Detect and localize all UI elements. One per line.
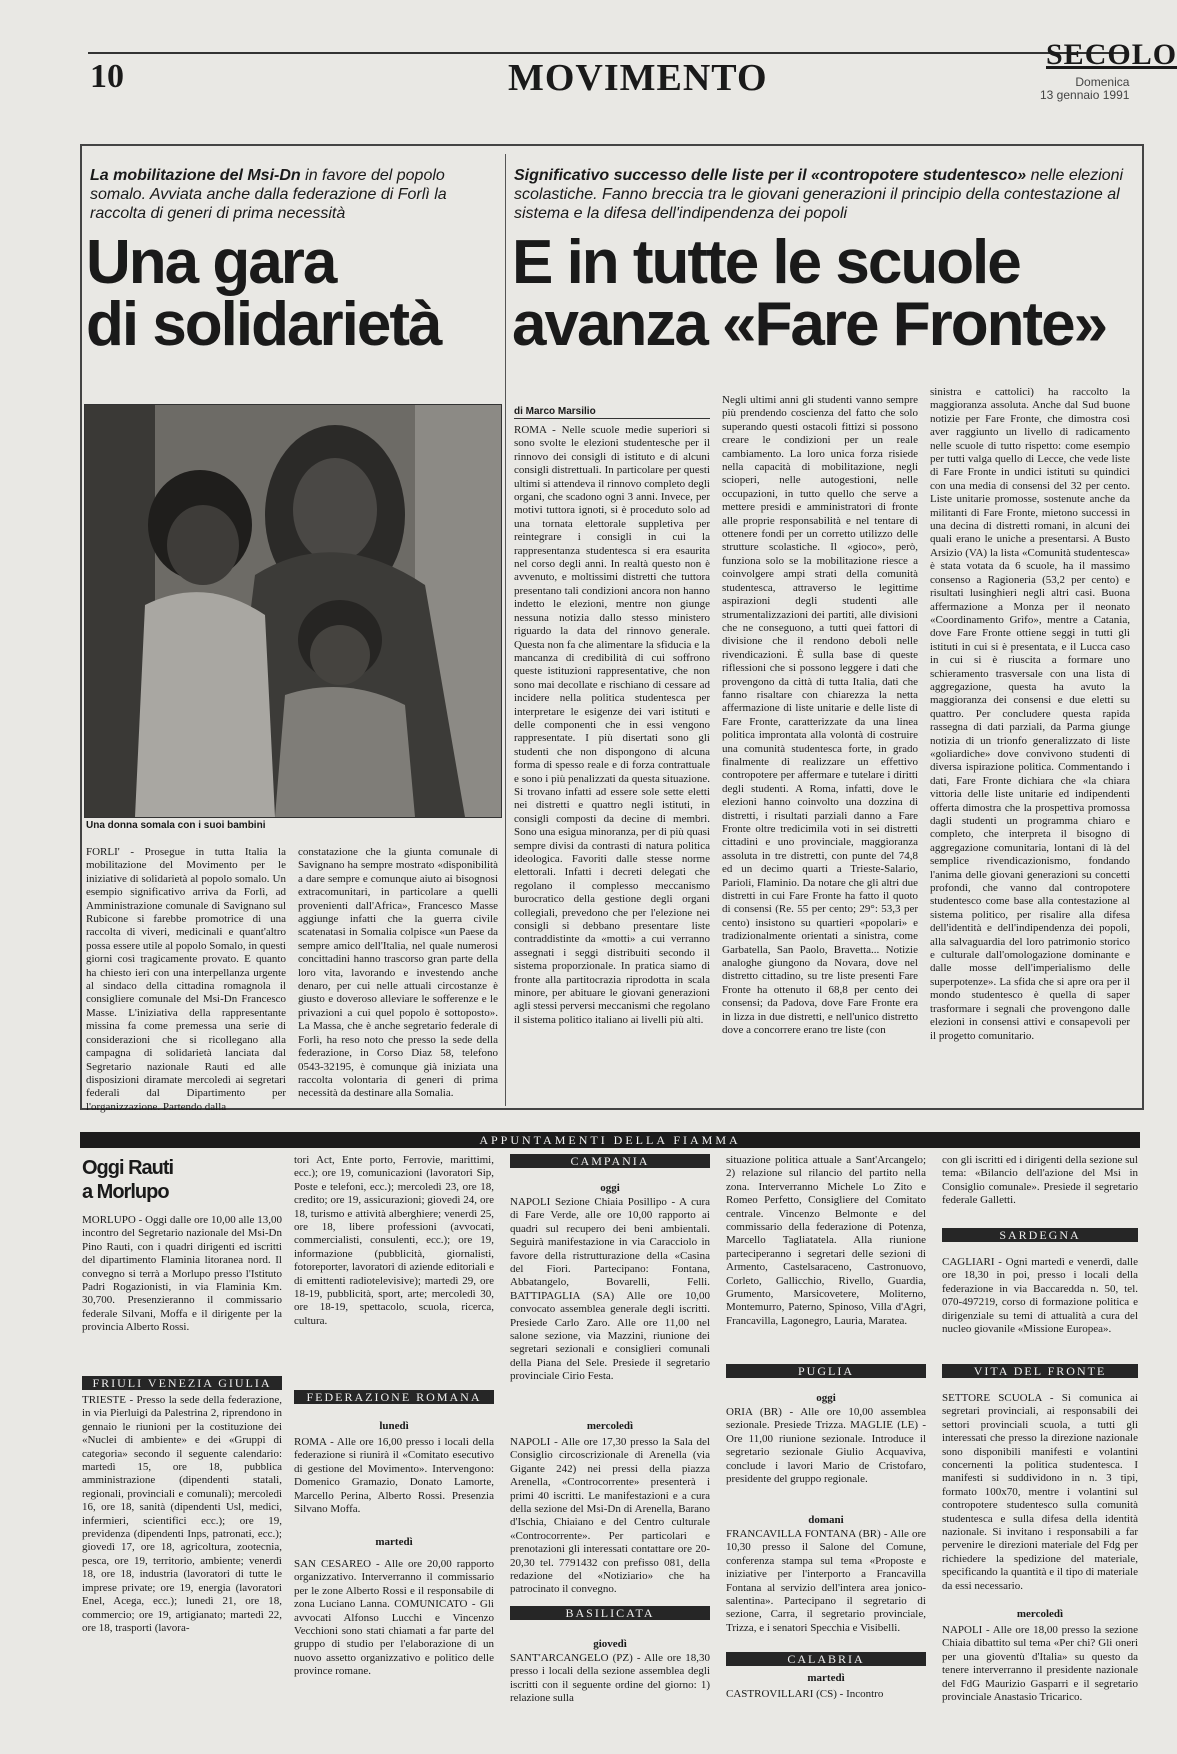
column-divider: [505, 154, 506, 1106]
date-day: 13 gennaio 1991: [1040, 88, 1130, 102]
newspaper-logo: SECOLO: [1046, 38, 1177, 71]
date-weekday: Domenica: [1075, 75, 1130, 89]
campania-oggi: oggi: [600, 1182, 620, 1194]
sardegna-heading: SARDEGNA: [942, 1228, 1138, 1242]
rauti-text: MORLUPO - Oggi dalle ore 10,00 alle 13,00 incontro del Segretario nazionale del Msi-Dn Pino Rauti, con i quadri dirigenti ed iscritti del dipartimento Flaminia litoranea nord. Il convegno si terrà a Morlupo presso l'Istituto Padri Rogazionisti, in via Flaminia Km. 30,700. Presenzieranno il commissario federale Silvani, Moffa e il dirigente per la provincia Alberto Rossi.: [82, 1214, 282, 1334]
fronte-heading: VITA DEL FRONTE: [942, 1364, 1138, 1378]
campania-heading: CAMPANIA: [510, 1154, 710, 1168]
romana-heading: FEDERAZIONE ROMANA: [294, 1390, 494, 1404]
left-article-col2: constatazione che la giunta comunale di Savignano ha sempre mostrato «disponibilità a dare sempre e comunque aiuto ai bisognosi extracomunitari, in particolare a quelli provenienti dall'Africa», Francesco Masse aggiunge infatti che la guerra civile scatenatasi in Somalia colpisce «un Paese da sempre amico dell'Italia, nel quale numerosi concittadini hanno trascorso gran parte della loro vita, lavorando e investendo anche denaro, per cui nelle attuali circostanze è giusto e doveroso alleviare le sofferenze e le privazioni a cui quel popolo è sottoposto». La Massa, che è anche segretario federale di Forlì, ha reso noto che presso la sede della federazione, in Corso Diaz 58, telefono 0543-32195, è comunque già iniziata una raccolta volontaria di generi di prima necessità da destinare alla Somalia.: [298, 846, 498, 1100]
rauti-title-line2: a Morlupo: [82, 1181, 169, 1203]
left-kicker-rest: in favore del popolo somalo. Avviata anche dalla federazione di Forlì la raccolta di generi di prima necessità: [90, 167, 447, 222]
basilicata-text: SANT'ARCANGELO (PZ) - Alle ore 18,30 presso i locali della sezione assemblea degli iscritti con il seguente ordine del giorno: 1) relazione sulla: [510, 1652, 710, 1705]
photo-caption: Una donna somala con i suoi bambini: [86, 820, 266, 831]
col2-top-text: tori Act, Ente porto, Ferrovie, marittimi, ecc.); ore 19, comunicazioni (lavoratori Sip, Poste e telefoni, ecc.); mercoledì 23, ore 18, credito; ore 19, assicurazioni; giovedì 24, ore 18, turismo e attività alberghiere; venerdì 25, ore 18, libere professioni (avvocati, commercialisti, consulenti, ecc.); ore 19, informazione (pubblicità, giornalisti, fotoreporter, lavoratori di aziende editoriali e di emittenti radiotelevisive); martedì 29, ore 18-19, pubblicità, sport, arte; mercoledì 30, ore 18-19, spettacolo, scuola, ricerca, cultura.: [294, 1154, 494, 1327]
col4-top-text: situazione politica attuale a Sant'Arcangelo; 2) relazione sul rilancio del partito nella zona. Interverranno Michele Lo Zito e Romeo Perfetto, Consigliere del Comitato centrale. Vincenzo Belmonte e del commissario della federazione di Potenza, Marcello Tagliatatela. Alla riunione parteciperanno i segretari delle sezioni di Armento, Castelsaraceno, Castronuovo, Corleto, Gallicchio, Rivello, Guardia, Grumento, Marsicovetere, Moliterno, Montemurro, Paterno, Spinoso, Villa d'Agri, Francavilla, Lagonegro, Lauria, Maratea.: [726, 1154, 926, 1327]
left-headline-line2: di solidarietà: [86, 290, 441, 359]
basilicata-giovedi: giovedì: [593, 1638, 627, 1650]
right-article-col1: ROMA - Nelle scuole medie superiori si sono svolte le elezioni studentesche per il rinnovo dei consigli di istituto e di alcuni consigli distrettuali. In particolare per questi ultimi si attendeva il rinnovo completo degli organi, che scadono ogni 3 anni. Invece, per motivi tuttora ignoti, si è proceduto solo ad una tornata elettorale suppletiva per reintegrare i consigli in cui la rappresentanza studentesca si era esaurita nel corso degli anni. In realtà questo non è avvenuto, e moltissimi distretti che tuttora presentano tali condizioni ancora non hanno indetto le elezioni, mentre non giunge nessuna notizia dallo stesso ministero riguardo la data del rinnovo generale. Questa non fa che alimentare la sfiducia e la mancanza di credibilità di cui soffrono queste istituzioni rappresentative, che non sono mai decollate e rischiano di cessare ad incidere nella politica studentesca per interpretare le esigenze dei vari istituti e delle componenti che in essi vengono rappresentate. I più disertati sono gli studenti che non dispongono di alcuna forma di spesso reale e di forza contrattuale e sono i più penalizzati da questa situazione. Si trovano infatti ad essere sole sette eletti nei distretti e quattro negli istituti, in consigli composti da decine di membri. Sono una esigua minoranza, per di più quasi sempre divisi da contrasti di natura politica ideologica. Favoriti dalle stesse norme elettorali. Infatti i decreti delegati che regolano il complesso meccanismo burocratico della gestione degli organi collegiali, prevedono che per l'elezione nei consigli si debbano presentare liste contraddistinte da «motti» a cui verranno assegnati i seggi distribuiti secondo il sistema proporzionale. In pratica siamo di fronte alla partitocrazia riprodotta in scala minore, per abituare le giovani generazioni agli stessi perversi meccanismi che regolano il sistema politico italiano ai livelli più alti.: [514, 424, 710, 1026]
masthead-rule: [88, 52, 1128, 54]
fronte-text: SETTORE SCUOLA - Si comunica ai segretari provinciali, ai responsabili dei settori provinciali scuola, a tutti gli interessati che presso la direzione nazionale sono disponibili manifesti e volantini concernenti la politica studentesca. I manifesti si suddividono in n. 3 tipi, formato 100x70, mentre i volantini sul contropotere studentesco sulla comunità studentesca e sulla difesa della identità nazionale. Si invitano i responsabili a far pervenire le direzioni materiale del Fdg per richiedere la spedizione del materiale, specificando la quantità e il tipo di materiale da essi necessario.: [942, 1392, 1138, 1592]
right-headline-line1: E in tutte le scuole: [512, 228, 1020, 297]
calabria-heading: CALABRIA: [726, 1652, 926, 1666]
right-kicker: [514, 166, 1126, 223]
page-number: 10: [90, 58, 124, 95]
fronte-mercoledi: mercoledì: [1016, 1608, 1064, 1620]
right-article-col3: sinistra e cattolici) ha raccolto la maggioranza assoluta. Anche dal Sud buone notizie per Fare Fronte, che dimostra così aver raggiunto un livello di radicamento nelle scuole di tutto rispetto: come esempio per tutti valga quello di Lecce, che vede liste di Fare Fronte in undici istituti su quindici con una media di consensi del 32 per cento. Liste unitarie promosse, sostenute anche da militanti di Fare Fronte, mietono successi in una decina di distretti romani, in alcuni dei quali erano le uniche a presentarsi. A Busto Arsizio (VA) la lista «Comunità studentesca» è stata votata da 6 scuole, ha il massimo consenso a Ragioneria (53,2 per cento) e risultati lusinghieri negli altri casi. Buona affermazione a Monza per il neonato «Coordinamento Grìfo», mentre a Catania, dove Fare Fronte ottiene seggi in tutti gli istituti in cui si è presentata, e il Lucca caso in cui si è riuscita a formare uno schieramento trasversale con una lista di aggregazione, questa ha avuto la maggioranza dei consensi e due eletti su quattro. Per concludere questa rapida rassegna di dati parziali, da Parma giunge notizia di un trionfo generalizzato di liste «goliardiche» dove convivono studenti di diversa ispirazione politica. Commentando i dati, Fare Fronte dichiara che «la chiara vittoria delle liste unitarie ed indipendenti offerta dimostra che la prospettiva promossa dagli studenti un programma chiaro e completo, che interpreta il bisogno di aggregazione comunitaria, lontani di là del semplice rivendicazionismo, fondando l'anima delle giovani generazioni su concetti profondi, che vanno dal contropotere studentesco come base alla contestazione al sistema politico, per risalire alla difesa dell'identità e dell'indipendenza dei popoli, alla salvaguardia del loro patrimonio storico e culturale dall'omologazione dominante e dalle mosse dell'imperialismo delle superpotenze». La sfida che si apre ora per il mondo studentesco è quella di saper trasformare i segnali che provengono dalle elezioni in consensi attivi e consapevoli per il progetto comunitario.: [930, 386, 1130, 1042]
col5-top-text: con gli iscritti ed i dirigenti della sezione sul tema: «Bilancio dell'azione del Msi in Consiglio comunale». Presiede il segretario federale Galletti.: [942, 1154, 1138, 1207]
rauti-title: [82, 1156, 282, 1204]
section-title: MOVIMENTO: [508, 57, 768, 99]
left-kicker-bold: La mobilitazione del Msi-Dn: [90, 167, 301, 184]
masthead-date: [1040, 76, 1129, 102]
byline: di Marco Marsilio: [514, 406, 596, 417]
left-headline: [86, 228, 441, 359]
right-headline: [512, 228, 1107, 359]
puglia-heading: PUGLIA: [726, 1364, 926, 1378]
photo-illustration: [85, 405, 501, 817]
romana-martedi: martedì: [375, 1536, 413, 1548]
romana-text: ROMA - Alle ore 16,00 presso i locali della federazione si riunirà il «Comitato esecutivo di gestione del Movimento». Intervengono: Domenico Gramazio, Donato Lamorte, Marcello Perina, Alberto Rossi. Presenzia Silvano Moffa.: [294, 1436, 494, 1516]
rauti-title-line1: Oggi Rauti: [82, 1157, 174, 1179]
campania-text: NAPOLI Sezione Chiaia Posillipo - A cura di Fare Verde, alle ore 10,00 rapporto ai quadri sul recupero dei beni ambientali. Seguirà manifestazione in via Caracciolo in favore della ristrutturazione della «Casina del Fiori. Partecipano: Fontana, Abbatangelo, Bovarelli, Felli. BATTIPAGLIA (SA) Alle ore 10,00 convocato assemblea generale degli iscritti. Presiede Carlo Zaro. Alle ore 11,00 nel salone sezione, via Mazzini, riunione dei segretari sezionali e consiglieri comunali della Piana del Sele. Presiede il segretario provinciale Cirio Festa.: [510, 1196, 710, 1383]
right-article-col2: Negli ultimi anni gli studenti vanno sempre più prendendo coscienza del fatto che solo superando questi ostacoli fittizi si possono creare le condizioni per un reale cambiamento. La loro unica forza risiede nella capacità di mobilitazione, negli scioperi, nelle autogestioni, nelle occupazioni, in tutto quello che serve a mettere presidi e amministratori di fronte alle proprie responsabilità e nel tentare di ottenere fondi per un corretto utilizzo delle strutture scolastiche. Il «gioco», però, funziona solo se la mobilitazione riesce a coinvolgere ampi strati della comunità studentesca, attraverso le legittime aspirazioni degli studenti alle strumentalizzazioni dei partiti, alle divisioni che ne conseguono, a tutti quei fattori di divisione che il rendono deboli nelle rivendicazioni. È sulla base di queste riflessioni che si possono leggere i dati che provengono da città di tutta Italia, dati che fanno risaltare con chiarezza la netta affermazione di liste unitarie e delle liste di Fare Fronte, caratterizzate da una linea politica improntata alla volontà di costruire una comunità studentesca forte, in grado finalmente di realizzare un effettivo contropotere per affermare e tutelare i diritti degli studenti. A Roma, infatti, dove le elezioni hanno coinvolto una dozzina di distretti, i risultati parziali danno a Fare Fronte oltre tredicimila voti in sei distretti cittadini e uno provinciale, maggioranza assoluta in tre distretti, con punte del 74,8 ed un decimo quarti a Trieste-Salario, Parioli, Flaminio. Da notare che gli altri due distretti in cui Fare Fronte ha fatto il quoto di consensi (Re. 55 per cento; 29°: 53,3 per cento) insistono su quartieri «popolari» e tradizionalmente orientati a sinistra, come Garbatella, San Paolo, Bravetta... Notizie analoghe giungono da Novara, dove nel distretto cittadino, su tre liste presenti Fare Fronte ha ottenuto il 68,8 per cento dei consensi; da Padova, dove Fare Fronte era in lizza in due distretti, e nell'unico distretto dove a concorrere erano tre liste (con: [722, 394, 918, 1037]
fronte-text2: NAPOLI - Alle ore 18,00 presso la sezione Chiaia dibattito sul tema «Per chi? Gli oneri per una gioventù d'Italia» su questo da tenere interverranno il presidente nazionale del FdG Maurizio Gasparri e il segretario provinciale Anastasio Tricarico.: [942, 1624, 1138, 1704]
right-kicker-bold: Significativo successo delle liste per il «contropotere studentesco»: [514, 167, 1027, 184]
right-headline-line2: avanza «Fare Fronte»: [512, 290, 1107, 359]
francavilla-text: FRANCAVILLA FONTANA (BR) - Alle ore 10,30 presso il Salone del Comune, conferenza stampa sul tema «Proposte e iniziative per l'interporto a Francavilla Fontana al servizio dell'intera area jonico-salentina». Partecipano il segretario di sezione, Carra, il segretario provinciale, Trizza, e i senatori Specchia e Visibelli.: [726, 1528, 926, 1634]
puglia-oggi: oggi: [816, 1392, 836, 1404]
left-headline-line1: Una gara: [86, 228, 336, 297]
sancesareo-text: SAN CESAREO - Alle ore 20,00 rapporto organizzativo. Interverranno il commissario per le zone Alberto Rossi e il responsabile di zona Luciano Lanna. COMUNICATO - Gli avvocati Alfonso Lucchi e Vincenzo Vecchioni sono stati chiamati a far parte del gruppo di studio per l'elaborazione di un nuovo assetto organizzativo e politico delle province romane.: [294, 1558, 494, 1678]
calabria-text: CASTROVILLARI (CS) - Incontro: [726, 1688, 884, 1700]
campania-mercoledi: mercoledì: [586, 1420, 634, 1432]
puglia-text: ORIA (BR) - Alle ore 10,00 assemblea sezionale. Presiede Trizza. MAGLIE (LE) - Ore 11,00 riunione sezionale. Introduce il segretario sezionale Giulio Acquaviva, conclude i lavori Mario de Cristofaro, presidente del gruppo regionale.: [726, 1406, 926, 1486]
friuli-heading: FRIULI VENEZIA GIULIA: [82, 1376, 282, 1390]
somali-woman-photo: [84, 404, 502, 818]
basilicata-heading: BASILICATA: [510, 1606, 710, 1620]
byline-rule: [514, 418, 710, 419]
napoli-text: NAPOLI - Alle ore 17,30 presso la Sala del Consiglio circoscrizionale di Arenella (via Gigante 242) nei pressi della piazza Arenella, «Controcorrente» presenterà i primi 40 iscritti. Le manifestazioni e a cura della sezione del Msi-Dn di Arenella, Barano d'Ischia, Chiaiano e del Centro culturale «Controcorrente». Per particolari e prenotazioni gli interessati contattare ore 20-20,30 tel. 7791432 con prefisso 081, della redazione del «Notiziario» che ha patrocinato il convegno.: [510, 1436, 710, 1596]
romana-day: lunedì: [379, 1420, 409, 1432]
left-kicker: [90, 166, 498, 223]
puglia-domani: domani: [808, 1514, 844, 1526]
sardegna-text: CAGLIARI - Ogni martedì e venerdì, dalle ore 18,30 in poi, presso i locali della federazione in via Baccaredda n. 50, tel. 070-497219, corso di formazione politica e dirigenziale su temi di attualità a cura del nucleo giovanile «Missione Europea».: [942, 1256, 1138, 1336]
calabria-martedi: martedì: [807, 1672, 845, 1684]
appointments-band: APPUNTAMENTI DELLA FIAMMA: [80, 1132, 1140, 1148]
left-article-col1: FORLI' - Prosegue in tutta Italia la mobilitazione del Movimento per le iniziative di solidarietà al popolo somalo. Un esempio significativo arriva da Forlì, ad Amministrazione comunale di Savignano sul Rubicone si farebbe promotrice di una raccolta di viveri, medicinali e quant'altro possa essere utile al popolo Somalo, in questi giorni così tragicamente provato. E quanto ha chiesto ieri con una interpellanza urgente al sindaco della cittadina romagnola il consigliere comunale del Msi-Dn Francesco Masse. L'iniziativa della rappresentante missina fa come premessa una serie di considerazioni che si ricollegano alla campagna di solidarietà lanciata dal Segretario nazionale Rauti ed alle disposizioni diramate mercoledì ai segretari federali dal Dipartimento per l'organizzazione. Partendo dalla: [86, 846, 286, 1113]
friuli-text: TRIESTE - Presso la sede della federazione, in via Pierluigi da Palestrina 2, riprendono in gennaio le riunioni per la costituzione dei «Nuclei di ambiente» e dei «Gruppi di categoria» secondo il seguente calendario: martedì 15, ore 18, pubblica amministrazione (dipendenti statali, regionali, provinciali e comunali); mercoledì 16, ore 18, sanità (dipendenti Usl, medici, infermieri, scientifici ecc.); ore 19, previdenza (dipendenti Inps, patronati, ecc.); giovedì 17, ore 18, agricoltura, zootecnia, pesca, ore 19, territorio, ambiente; venerdì 18, ore 18, industria (lavoratori di tutte le imprese private; ore 19, energia (lavoratori Enel, Acega, ecc.); lunedì 21, ore 18, commercio; ore 19, artigianato; martedì 22, ore 18, trasporti (lavora-: [82, 1394, 282, 1634]
right-kicker-rest: nelle elezioni scolastiche. Fanno breccia tra le giovani generazioni il principio della contestazione al sistema e la difesa dell'indipendenza dei popoli: [514, 167, 1124, 222]
